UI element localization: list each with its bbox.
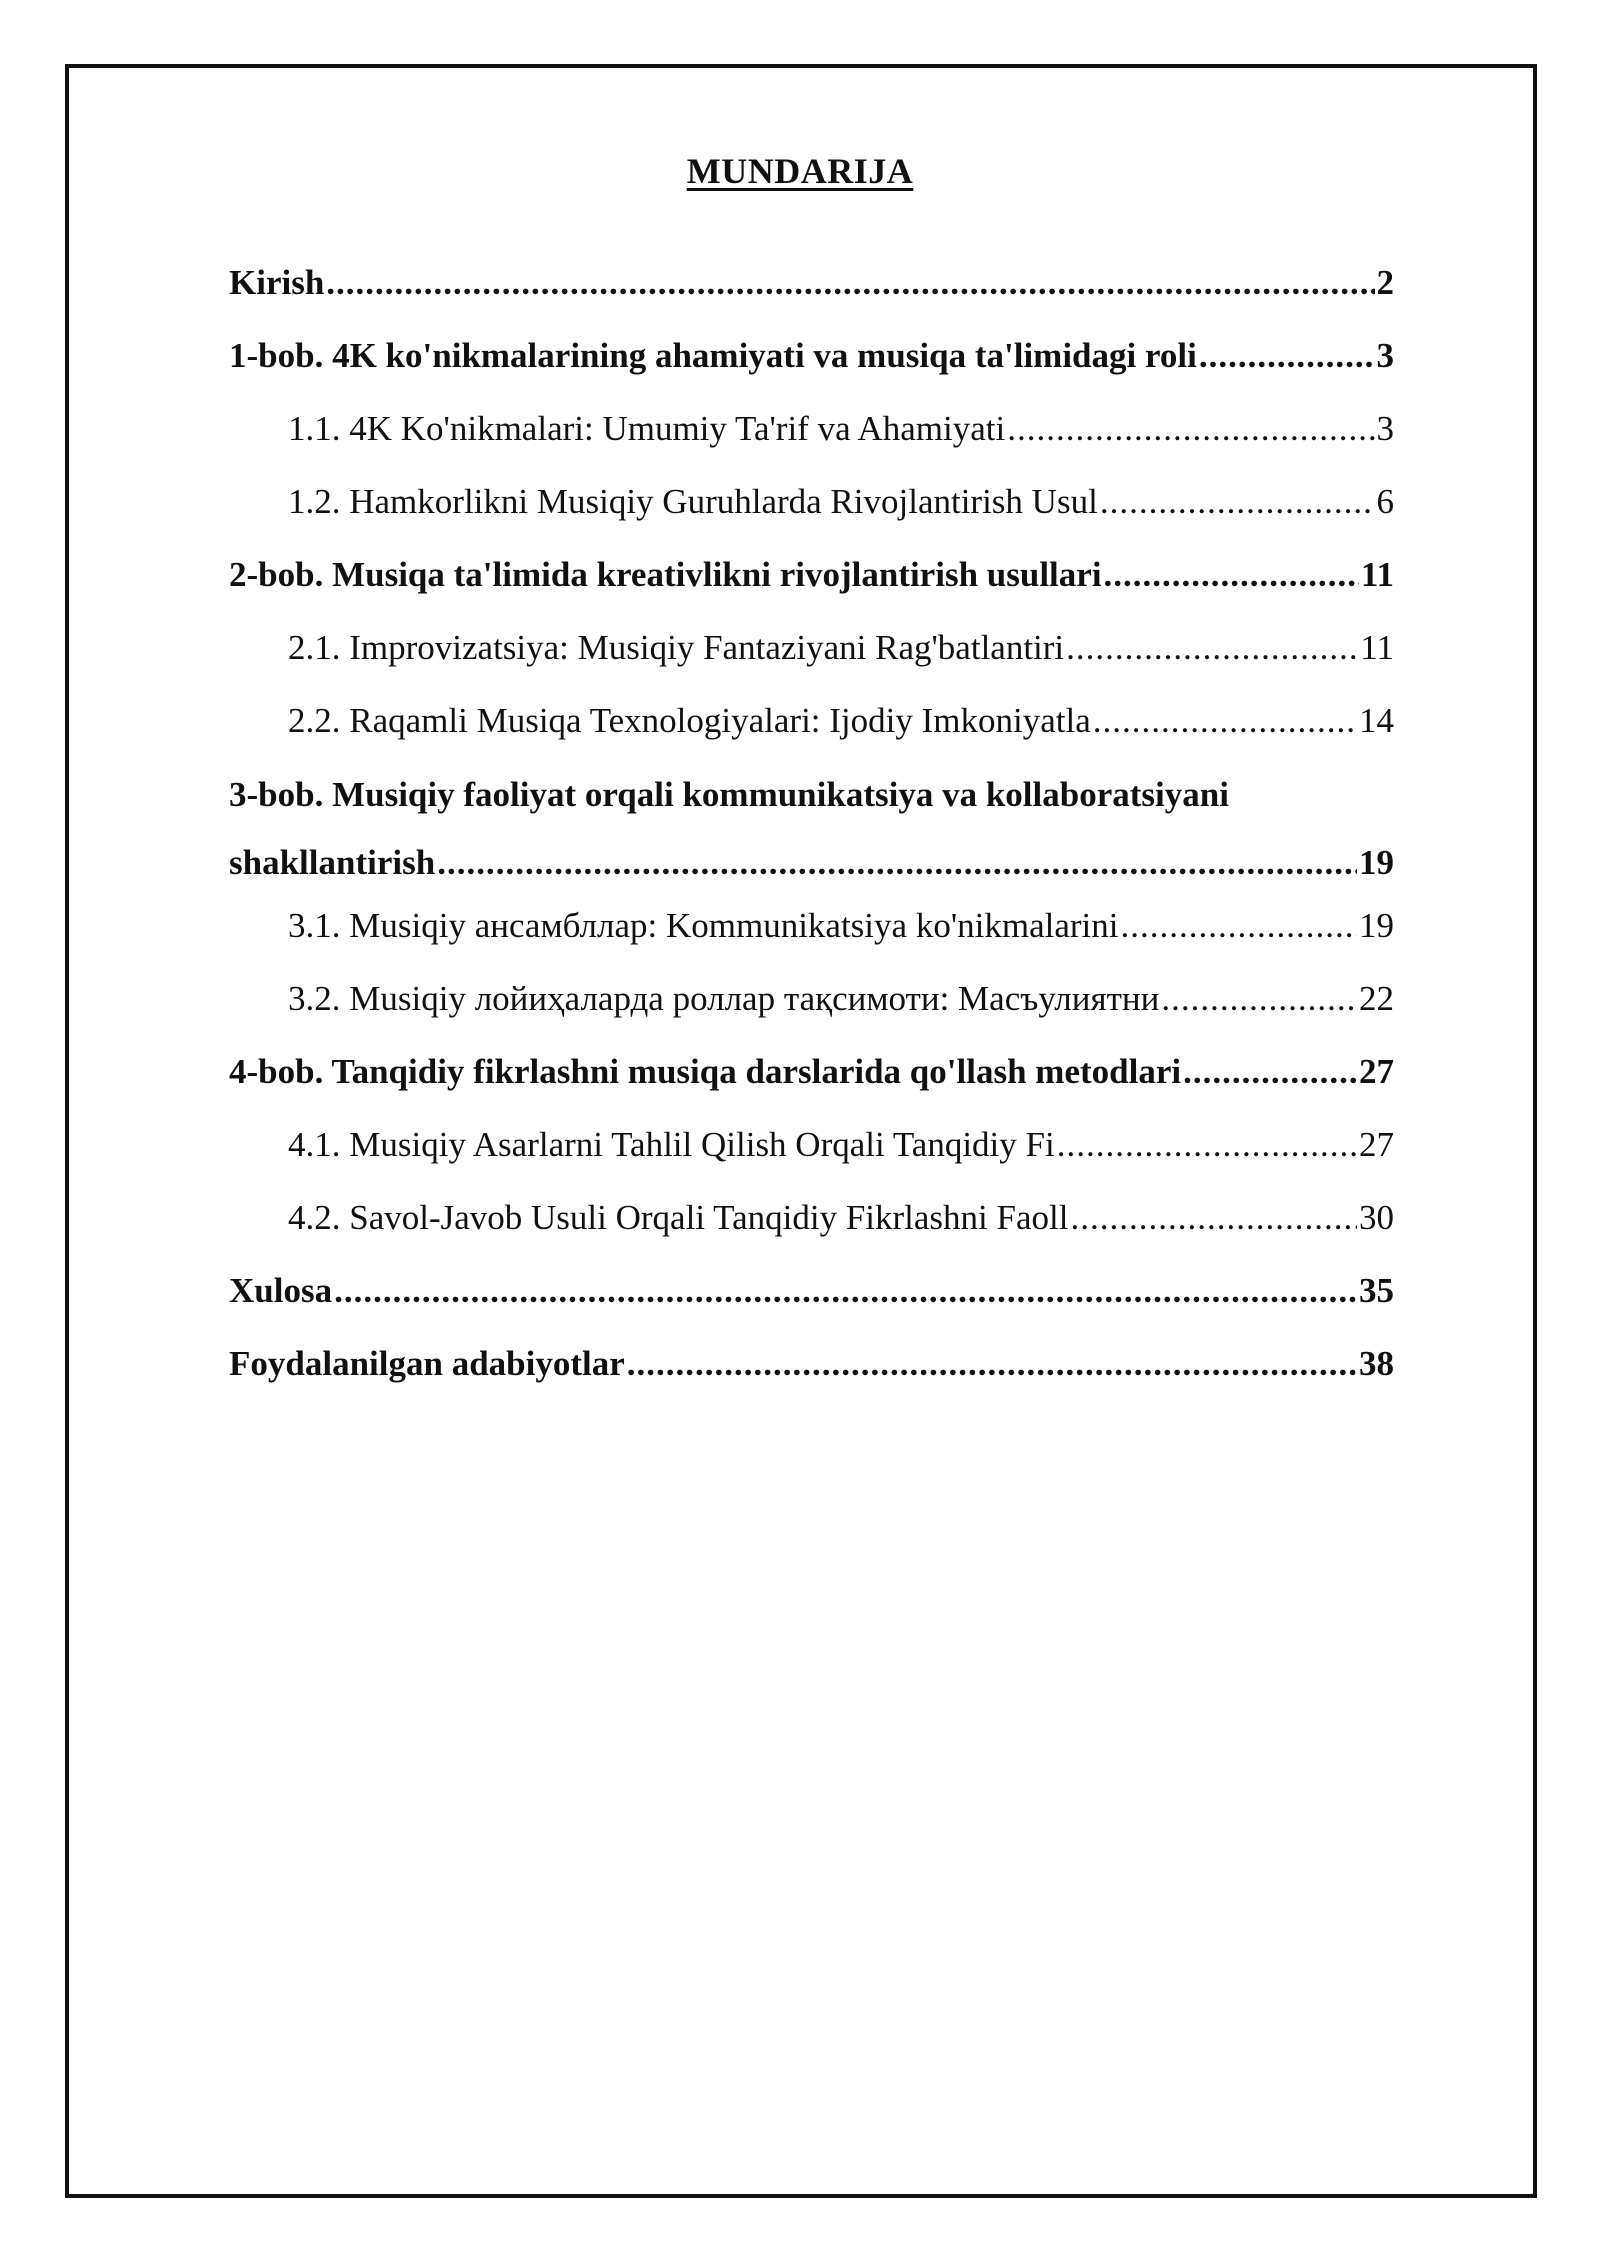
toc-page-number: 3	[1376, 336, 1394, 375]
toc-entry-bibliography[interactable]	[229, 1341, 1394, 1387]
toc-entry-text: 2-bob. Musiqa ta'limida kreativlikni rivojlantirish usullari	[229, 555, 1102, 594]
toc-page-number: 30	[1359, 1198, 1394, 1237]
toc-leader-dots	[1100, 479, 1375, 525]
toc-leader-dots	[1093, 698, 1357, 744]
toc-page-number: 27	[1359, 1052, 1394, 1091]
table-of-contents	[229, 260, 1394, 1414]
toc-entry-text: 1.1. 4K Ko'nikmalari: Umumiy Ta'rif va Ahamiyati	[288, 409, 1006, 448]
toc-leader-dots	[1066, 625, 1358, 671]
toc-entry-section-2-1[interactable]	[229, 625, 1394, 671]
toc-page-number: 2	[1376, 263, 1394, 302]
toc-entry-text: 1.2. Hamkorlikni Musiqiy Guruhlarda Rivojlantirish Usul	[288, 482, 1098, 521]
toc-leader-dots	[1199, 333, 1375, 379]
toc-page-number: 19	[1359, 906, 1394, 945]
toc-entry-text: 1-bob. 4K ko'nikmalarining ahamiyati va musiqa ta'limidagi roli	[229, 336, 1197, 375]
toc-entry-conclusion[interactable]	[229, 1268, 1394, 1314]
toc-entry-section-3-2[interactable]	[229, 976, 1394, 1022]
toc-entry-text: 4.1. Musiqiy Asarlarni Tahlil Qilish Orqali Tanqidiy Fi	[288, 1125, 1055, 1164]
toc-leader-dots	[437, 829, 1357, 897]
toc-entry-section-2-2[interactable]	[229, 698, 1394, 744]
toc-leader-dots	[326, 260, 1374, 306]
toc-entry-text: Foydalanilgan adabiyotlar	[229, 1344, 625, 1383]
toc-entry-section-4-2[interactable]	[229, 1195, 1394, 1241]
toc-leader-dots	[334, 1268, 1357, 1314]
toc-leader-dots	[1161, 976, 1357, 1022]
toc-entry-text-line2: shakllantirish	[229, 843, 436, 882]
toc-page-number: 11	[1360, 628, 1394, 667]
toc-page-number: 35	[1359, 1271, 1394, 1310]
toc-entry-chapter-4[interactable]	[229, 1049, 1394, 1095]
toc-entry-text: 4.2. Savol-Javob Usuli Orqali Tanqidiy Fikrlashni Faoll	[288, 1198, 1069, 1237]
toc-entry-section-4-1[interactable]	[229, 1122, 1394, 1168]
toc-leader-dots	[1120, 903, 1357, 949]
toc-leader-dots	[1104, 552, 1359, 598]
toc-entry-text: 3.2. Musiqiy лойиҳаларда роллар тақсимоти: Масъулиятни	[288, 979, 1160, 1018]
toc-title: MUNDARIJA	[686, 151, 914, 191]
toc-entry-chapter-2[interactable]	[229, 552, 1394, 598]
toc-page-number: 22	[1359, 979, 1394, 1018]
toc-entry-section-3-1[interactable]	[229, 903, 1394, 949]
toc-entry-text: Kirish	[229, 263, 325, 302]
toc-entry-section-1-1[interactable]	[229, 406, 1394, 452]
toc-page-number: 27	[1359, 1125, 1394, 1164]
toc-entry-text: 2.1. Improvizatsiya: Musiqiy Fantaziyani Rag'batlantiri	[288, 628, 1065, 667]
toc-entry-chapter-3[interactable]	[229, 761, 1394, 897]
toc-page-number: 6	[1376, 482, 1394, 521]
toc-page-number: 38	[1359, 1344, 1394, 1383]
toc-leader-dots	[1183, 1049, 1357, 1095]
toc-entry-introduction[interactable]	[229, 260, 1394, 306]
toc-leader-dots	[1057, 1122, 1357, 1168]
toc-page-number: 14	[1359, 701, 1394, 740]
toc-entry-section-1-2[interactable]	[229, 479, 1394, 525]
toc-page-number: 19	[1359, 843, 1394, 882]
toc-entry-line2	[229, 829, 1394, 897]
toc-leader-dots	[1070, 1195, 1357, 1241]
toc-entry-text: Xulosa	[229, 1271, 333, 1310]
toc-entry-text: 2.2. Raqamli Musiqa Texnologiyalari: Ijodiy Imkoniyatla	[288, 701, 1091, 740]
toc-entry-chapter-1[interactable]	[229, 333, 1394, 379]
toc-leader-dots	[1007, 406, 1374, 452]
toc-entry-text-line1: 3-bob. Musiqiy faoliyat orqali kommunikatsiya va kollaboratsiyani	[229, 775, 1229, 814]
toc-entry-text: 3.1. Musiqiy ансамбллар: Kommunikatsiya ko'nikmalarini	[288, 906, 1119, 945]
toc-entry-text: 4-bob. Tanqidiy fikrlashni musiqa darslarida qo'llash metodlari	[229, 1052, 1182, 1091]
toc-page-number: 3	[1376, 409, 1394, 448]
toc-leader-dots	[627, 1341, 1357, 1387]
toc-page-number: 11	[1360, 555, 1394, 594]
